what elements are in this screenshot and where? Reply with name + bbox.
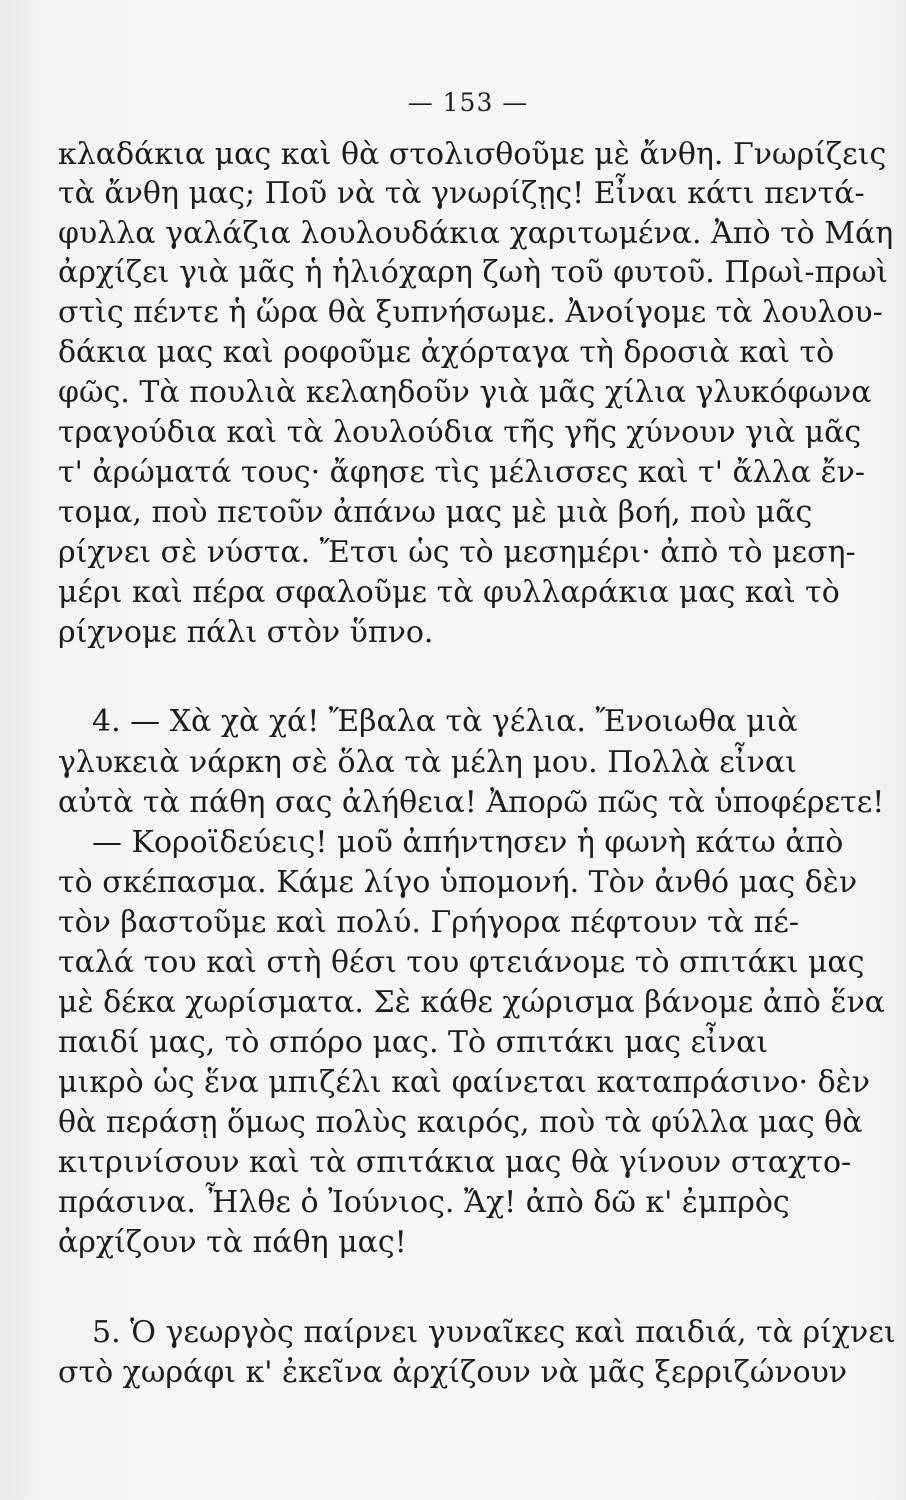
text-line: τὰ ἄνθη μας; Ποῦ νὰ τὰ γνωρίζῃς! Εἶναι κάτι πεντά- <box>58 176 865 211</box>
text-line: 4. — Χὰ χὰ χά! Ἔβαλα τὰ γέλια. Ἔνοιωθα μιὰ <box>92 704 798 739</box>
text-line: παιδί μας, τὸ σπόρο μας. Τὸ σπιτάκι μας εἶναι <box>58 1025 769 1060</box>
text-line: κιτρινίσουν καὶ τὰ σπιτάκια μας θὰ γίνουν σταχτο- <box>58 1145 852 1180</box>
text-line: αὐτὰ τὰ πάθη σας ἀλήθεια! Ἀπορῶ πῶς τὰ ὑποφέρετε! <box>58 785 885 820</box>
text-line: τομα, ποὺ πετοῦν ἀπάνω μας μὲ μιὰ βοή, ποὺ μᾶς <box>58 495 813 530</box>
text-line: ρίχνομε πάλι στὸν ὕπνο. <box>58 615 434 650</box>
page-number: — 153 — <box>407 88 529 117</box>
text-line: ρίχνει σὲ νύστα. Ἔτσι ὡς τὸ μεσημέρι· ἀπὸ τὸ μεση- <box>58 535 856 570</box>
text-line: μὲ δέκα χωρίσματα. Σὲ κάθε χώρισμα βάνομε ἀπὸ ἕνα <box>58 985 885 1020</box>
text-line: γλυκειὰ νάρκη σὲ ὅλα τὰ μέλη μου. Πολλὰ εἶναι <box>58 745 797 780</box>
text-line: δάκια μας καὶ ροφοῦμε ἀχόρταγα τὴ δροσιὰ καὶ τὸ <box>58 335 835 370</box>
text-line: μέρι καὶ πέρα σφαλοῦμε τὰ φυλλαράκια μας καὶ τὸ <box>58 575 840 610</box>
text-line: τὸν βαστοῦμε καὶ πολύ. Γρήγορα πέφτουν τὰ πέ- <box>58 905 799 940</box>
text-line: μικρὸ ὡς ἕνα μπιζέλι καὶ φαίνεται καταπράσινο· δὲν <box>58 1065 871 1100</box>
text-line: 5. Ὁ γεωργὸς παίρνει γυναῖκες καὶ παιδιά, τὰ ρίχνει <box>92 1315 896 1350</box>
text-line: πράσινα. Ἦλθε ὁ Ἰούνιος. Ἄχ! ἀπὸ δῶ κ' ἐμπρὸς <box>58 1185 790 1220</box>
text-line: τραγούδια καὶ τὰ λουλούδια τῆς γῆς χύνουν γιὰ μᾶς <box>58 415 862 450</box>
text-line: θὰ περάσῃ ὅμως πολὺς καιρός, ποὺ τὰ φύλλα μας θὰ <box>58 1105 863 1140</box>
text-line: — Κοροϊδεύεις! μοῦ ἀπήντησεν ἡ φωνὴ κάτω ἀπὸ <box>92 825 844 860</box>
text-line: ταλά του καὶ στὴ θέσι του φτειάνομε τὸ σπιτάκι μας <box>58 945 865 980</box>
text-line: φῶς. Τὰ πουλιὰ κελαηδοῦν γιὰ μᾶς χίλια γλυκόφωνα <box>58 375 872 410</box>
text-line: στὶς πέντε ἡ ὥρα θὰ ξυπνήσωμε. Ἀνοίγομε τὰ λουλου- <box>58 295 883 330</box>
text-line: τὸ σκέπασμα. Κάμε λίγο ὑπομονή. Τὸν ἀνθό μας δὲν <box>58 865 858 900</box>
text-line: κλαδάκια μας καὶ θὰ στολισθοῦμε μὲ ἄνθη. Γνωρίζεις <box>58 137 887 172</box>
text-line: στὸ χωράφι κ' ἐκεῖνα ἀρχίζουν νὰ μᾶς ξερριζώνουν <box>58 1355 848 1390</box>
text-line: ἀρχίζει γιὰ μᾶς ἡ ἡλιόχαρη ζωὴ τοῦ φυτοῦ. Πρωὶ-πρωὶ <box>58 255 889 290</box>
text-line: φυλλα γαλάζια λουλουδάκια χαριτωμένα. Ἀπὸ τὸ Μάη <box>58 216 894 251</box>
text-line: ἀρχίζουν τὰ πάθη μας! <box>58 1225 407 1260</box>
text-line: τ' ἀρώματά τους· ἄφησε τὶς μέλισσες καὶ τ' ἄλλα ἔν- <box>58 455 866 490</box>
